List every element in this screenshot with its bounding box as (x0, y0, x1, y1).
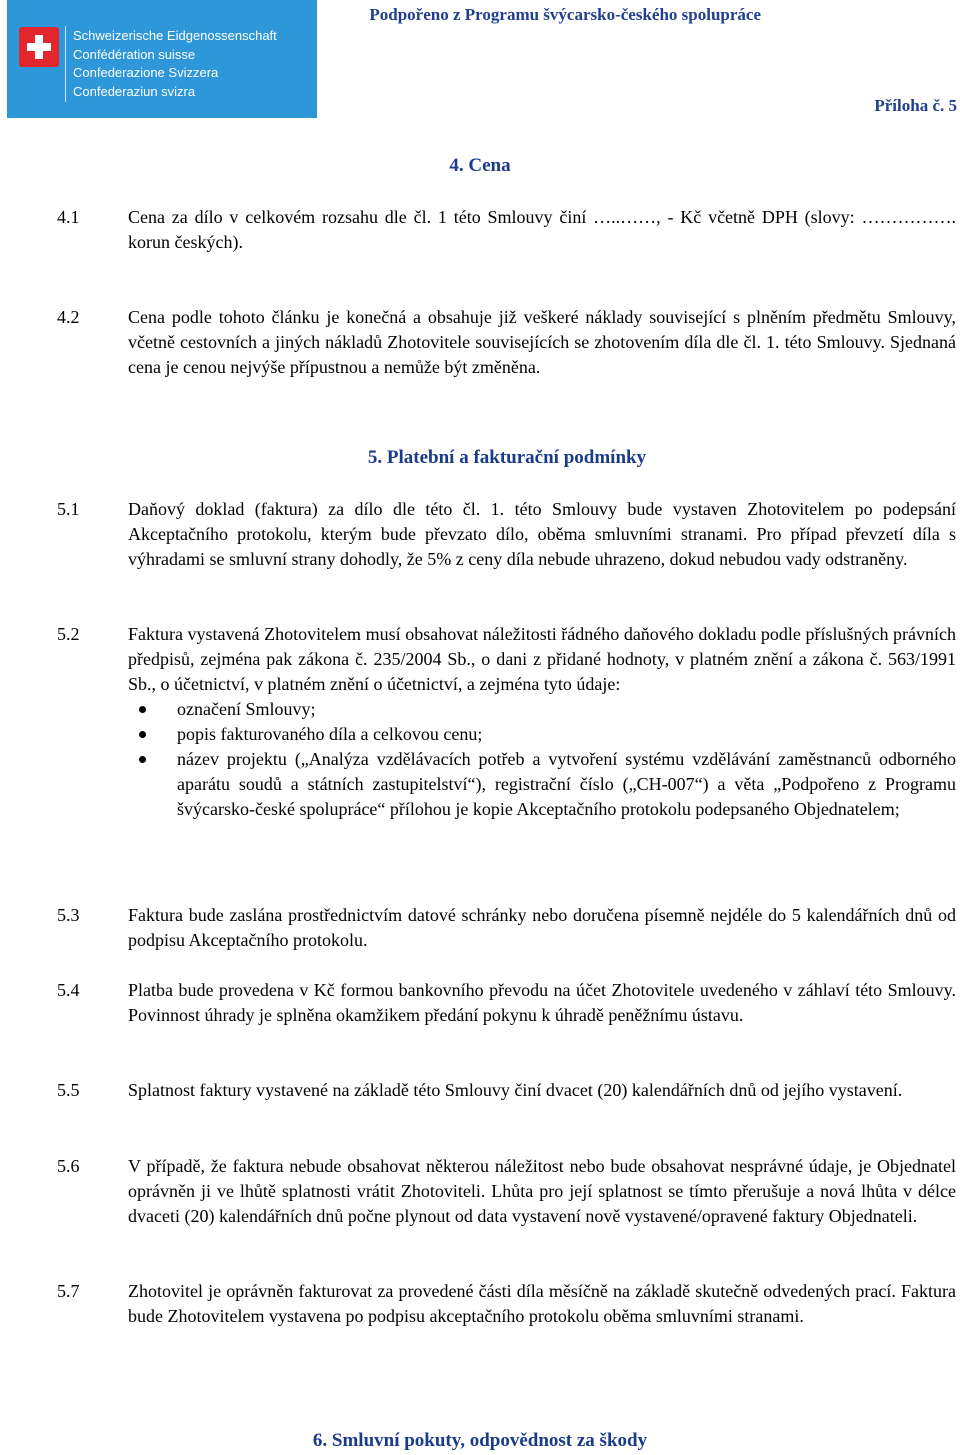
annex-label: Příloha č. 5 (874, 96, 957, 115)
clause-5-2 (57, 622, 956, 822)
clause-number: 5.1 (57, 499, 80, 519)
clause-text: Faktura vystavená Zhotovitelem musí obsahovat náležitosti řádného daňového dokladu podle příslušných právních předpisů, zejména pak zákona č. 235/2004 Sb., o dani z přidané hodnoty, v platném znění a zákona č. 563/1991 Sb., o účetnictví, v platném znění o účetnictví, a zejména tyto údaje: (128, 624, 956, 694)
logo-name-fr: Confédération suisse (73, 46, 196, 62)
clause-number: 5.2 (57, 624, 80, 644)
clause-4-2 (57, 305, 956, 380)
clause-number: 5.6 (57, 1156, 80, 1176)
clause-text: Splatnost faktury vystavené na základě této Smlouvy činí dvacet (20) kalendářních dnů od jejího vystavení. (128, 1080, 903, 1100)
clause-number: 5.7 (57, 1281, 80, 1301)
clause-text: Daňový doklad (faktura) za dílo dle této čl. 1. této Smlouvy bude vystaven Zhotovitelem po podepsání Akceptačního protokolu, kterým bude převzato dílo, oběma smluvními stranami. Pro případ převzetí díla s výhradami se smluvní strany dohodly, že 5% z ceny díla nebude uhrazeno, dokud nebudou vady odstraněny. (128, 499, 956, 569)
clause-5-3 (57, 903, 956, 953)
list-item: označení Smlouvy; (128, 697, 956, 722)
clause-5-6 (57, 1154, 956, 1229)
logo-name-de: Schweizerische Eidgenossenschaft (73, 28, 277, 43)
clause-number: 4.1 (57, 207, 80, 227)
invoice-requirements-list (128, 697, 956, 822)
logo-names (73, 27, 277, 101)
support-text: Podpořeno z Programu švýcarsko-českého spolupráce (369, 5, 761, 24)
logo-divider (65, 26, 66, 102)
clause-text: Cena za dílo v celkovém rozsahu dle čl. 1 této Smlouvy činí …..……, - Kč včetně DPH (slovy: ……………. korun českých). (128, 207, 956, 252)
clause-number: 4.2 (57, 307, 80, 327)
clause-5-5 (57, 1078, 956, 1103)
section-5-title: 5. Platební a fakturační podmínky (367, 447, 647, 468)
clause-5-7 (57, 1279, 956, 1329)
clause-number: 5.5 (57, 1080, 80, 1100)
clause-text: Cena podle tohoto článku je konečná a obsahuje již veškeré náklady související s plněním předmětu Smlouvy, včetně cestovních a jiných nákladů Zhotovitele souvisejících se zhotovením díla dle čl. 1. této Smlouvy. Sjednaná cena je cenou nejvýše přípustnou a nemůže být změněna. (128, 307, 956, 377)
list-item: název projektu („Analýza vzdělávacích potřeb a vytvoření systému vzdělávání zaměstnanců odborného aparátu soudů a státních zastupitelství“), registrační číslo („CH-007“) a věta „Podpořeno z Programu švýcarsko-české spolupráce“ přílohou je kopie Akceptačního protokolu podepsaného Objednatelem; (128, 747, 956, 822)
clause-5-1 (57, 497, 956, 572)
clause-5-4 (57, 978, 956, 1028)
section-6-title: 6. Smluvní pokuty, odpovědnost za škody (312, 1430, 648, 1451)
logo-name-it: Confederazione Svizzera (73, 65, 219, 80)
clause-text: V případě, že faktura nebude obsahovat některou náležitost nebo bude obsahovat nesprávné údaje, je Objednatel oprávněn ji ve lhůtě splatnosti vrátit Zhotoviteli. Lhůta pro její splatnost se tímto přerušuje a nová lhůta v délce dvaceti (20) kalendářních dnů počne plynout od data vystavení nově vystavené/opravené faktury Objednateli. (128, 1156, 956, 1226)
clause-text: Platba bude provedena v Kč formou bankovního převodu na účet Zhotovitele uvedeného v záhlaví této Smlouvy. Povinnost úhrady je splněna okamžikem předání pokynu k úhradě peněžnímu ústavu. (128, 980, 956, 1025)
section-4-title: 4. Cena (449, 155, 511, 176)
clause-text: Zhotovitel je oprávněn fakturovat za provedené části díla měsíčně na základě skutečně odvedených prací. Faktura bude Zhotovitelem vystavena po podpisu akceptačního protokolu oběma smluvními stranami. (128, 1281, 956, 1326)
logo-name-rm: Confederaziun svizra (73, 83, 196, 99)
clause-number: 5.3 (57, 905, 80, 925)
list-item: popis fakturovaného díla a celkovou cenu; (128, 722, 956, 747)
swiss-cross-icon (19, 27, 59, 67)
clause-4-1 (57, 205, 956, 255)
swiss-confederation-logo (7, 0, 317, 118)
clause-number: 5.4 (57, 980, 80, 1000)
clause-text: Faktura bude zaslána prostřednictvím datové schránky nebo doručena písemně nejdéle do 5 kalendářních dnů od podpisu Akceptačního protokolu. (128, 905, 956, 950)
